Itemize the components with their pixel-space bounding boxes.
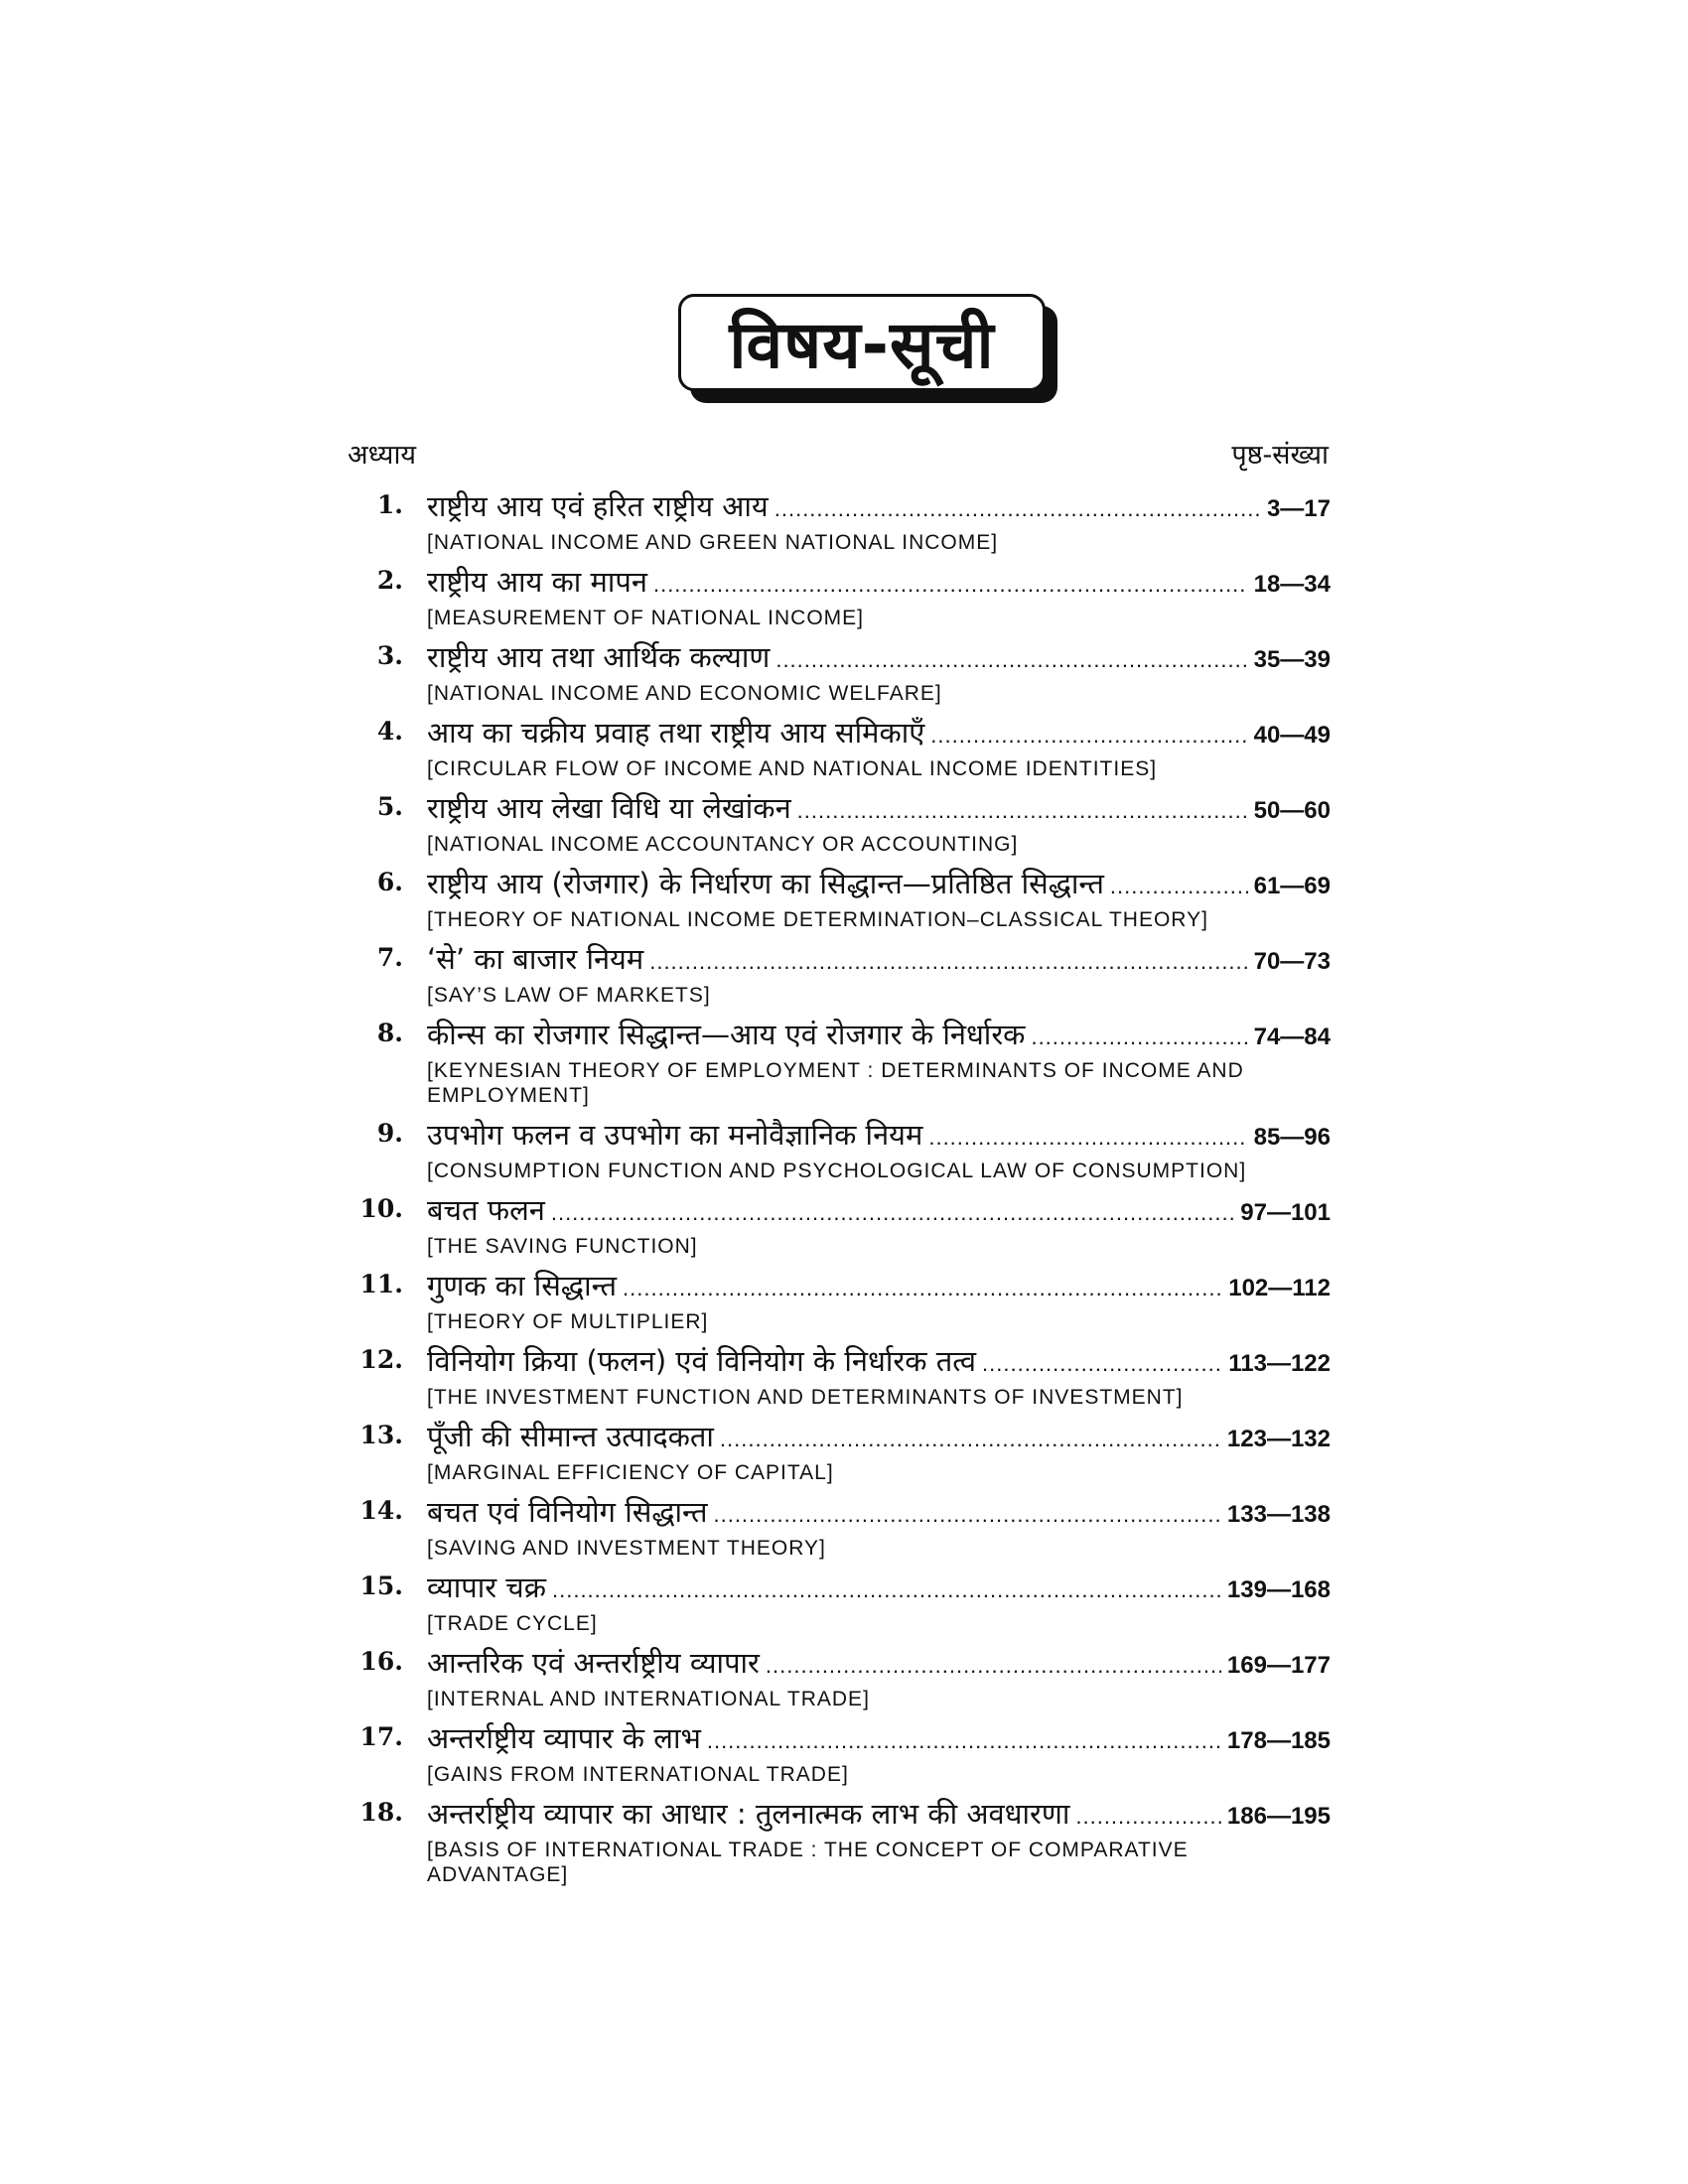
toc-entry bbox=[357, 1190, 1331, 1259]
chapter-title-hindi: अन्तर्राष्ट्रीय व्यापार के लाभ bbox=[427, 1721, 701, 1755]
toc-entry-line bbox=[427, 637, 1331, 679]
dot-leader bbox=[766, 1653, 1221, 1679]
chapter-number: 1. bbox=[376, 490, 403, 519]
chapter-title-hindi: गुणक का सिद्धान्त bbox=[427, 1269, 618, 1302]
toc-entry bbox=[357, 1266, 1331, 1334]
chapter-title-english: [THE INVESTMENT FUNCTION AND DETERMINANTS OF INVESTMENT] bbox=[427, 1386, 1184, 1409]
toc-entry bbox=[357, 1015, 1331, 1108]
chapter-number: 8. bbox=[376, 1019, 403, 1047]
chapter-title-english: [SAVING AND INVESTMENT THEORY] bbox=[427, 1537, 826, 1560]
page-range: 97—101 bbox=[1240, 1199, 1331, 1226]
chapter-number: 14. bbox=[359, 1496, 403, 1525]
chapter-title-hindi: राष्ट्रीय आय तथा आर्थिक कल्याण bbox=[427, 640, 771, 674]
chapter-number: 18. bbox=[359, 1798, 403, 1827]
dot-leader bbox=[1110, 874, 1248, 899]
chapter-title-english: [THE SAVING FUNCTION] bbox=[427, 1235, 698, 1258]
chapter-title-english: [GAINS FROM INTERNATIONAL TRADE] bbox=[427, 1763, 849, 1786]
page-range: 3—17 bbox=[1266, 495, 1331, 522]
page-range: 169—177 bbox=[1226, 1652, 1331, 1679]
toc-entry bbox=[357, 1794, 1331, 1887]
toc-entry bbox=[357, 1568, 1331, 1636]
toc-entry bbox=[357, 1417, 1331, 1485]
chapter-title-english: [TRADE CYCLE] bbox=[427, 1612, 598, 1635]
chapter-title-english: [THEORY OF NATIONAL INCOME DETERMINATION–CLASSICAL THEORY] bbox=[427, 908, 1208, 931]
chapter-title-hindi: आय का चक्रीय प्रवाह तथा राष्ट्रीय आय समिकाएँ bbox=[427, 716, 925, 750]
dot-leader bbox=[552, 1577, 1221, 1603]
page-range: 61—69 bbox=[1253, 873, 1331, 899]
toc-entry-line bbox=[427, 939, 1331, 981]
chapter-title-hindi: कीन्स का रोजगार सिद्धान्त—आय एवं रोजगार के निर्धारक bbox=[427, 1018, 1026, 1051]
chapter-number: 15. bbox=[359, 1571, 403, 1600]
toc-entry-line bbox=[427, 1190, 1331, 1232]
chapter-number: 16. bbox=[359, 1647, 403, 1676]
chapter-title-hindi: विनियोग क्रिया (फलन) एवं विनियोग के निर्धारक तत्व bbox=[427, 1344, 977, 1378]
dot-leader bbox=[1075, 1804, 1221, 1830]
dot-leader bbox=[623, 1276, 1222, 1301]
dot-leader bbox=[930, 723, 1247, 749]
toc-entry-line bbox=[427, 1492, 1331, 1534]
chapter-title-hindi: राष्ट्रीय आय एवं हरित राष्ट्रीय आय bbox=[427, 489, 769, 523]
toc-entry-line bbox=[427, 788, 1331, 830]
chapter-number: 10. bbox=[359, 1194, 403, 1223]
dot-leader bbox=[982, 1351, 1222, 1377]
chapter-title-english: [MARGINAL EFFICIENCY OF CAPITAL] bbox=[427, 1461, 834, 1484]
toc-entry bbox=[357, 1643, 1331, 1711]
page-range: 70—73 bbox=[1253, 948, 1331, 975]
page-range: 18—34 bbox=[1253, 571, 1331, 598]
toc-entry bbox=[357, 939, 1331, 1008]
chapter-title-hindi: अन्तर्राष्ट्रीय व्यापार का आधार : तुलनात्मक लाभ की अवधारणा bbox=[427, 1797, 1070, 1831]
chapter-number: 11. bbox=[359, 1270, 403, 1298]
chapter-title-hindi: उपभोग फलन व उपभोग का मनोवैज्ञानिक नियम bbox=[427, 1118, 923, 1152]
chapter-title-english: [BASIS OF INTERNATIONAL TRADE : THE CONCEPT OF COMPARATIVE ADVANTAGE] bbox=[427, 1839, 1189, 1886]
chapter-number: 17. bbox=[359, 1722, 403, 1751]
toc-entry-line bbox=[427, 1794, 1331, 1836]
chapter-number: 2. bbox=[376, 566, 403, 595]
dot-leader bbox=[713, 1502, 1220, 1528]
page-range: 178—185 bbox=[1226, 1727, 1331, 1754]
toc-entry-line bbox=[427, 1115, 1331, 1157]
page-range: 102—112 bbox=[1228, 1275, 1331, 1301]
page-range: 40—49 bbox=[1253, 722, 1331, 749]
page-title: विषय-सूची bbox=[678, 294, 1046, 391]
toc-entry bbox=[357, 713, 1331, 781]
chapter-title-english: [MEASUREMENT OF NATIONAL INCOME] bbox=[427, 607, 864, 629]
dot-leader bbox=[928, 1125, 1247, 1151]
toc-entry bbox=[357, 1115, 1331, 1183]
chapter-number: 9. bbox=[376, 1119, 403, 1148]
toc-entry-line bbox=[427, 1568, 1331, 1609]
toc-entry bbox=[357, 1718, 1331, 1787]
dot-leader bbox=[1031, 1024, 1247, 1050]
dot-leader bbox=[707, 1728, 1221, 1754]
chapter-column-header: अध्याय bbox=[348, 440, 417, 471]
dot-leader bbox=[775, 647, 1247, 673]
chapter-title-hindi: बचत फलन bbox=[427, 1193, 545, 1227]
dot-leader bbox=[797, 798, 1248, 824]
toc-entry bbox=[357, 637, 1331, 706]
chapter-number: 5. bbox=[376, 792, 403, 821]
chapter-title-hindi: राष्ट्रीय आय लेखा विधि या लेखांकन bbox=[427, 791, 791, 825]
page-range: 35—39 bbox=[1253, 646, 1331, 673]
chapter-title-english: [NATIONAL INCOME AND GREEN NATIONAL INCOME] bbox=[427, 531, 999, 554]
chapter-title-english: [INTERNAL AND INTERNATIONAL TRADE] bbox=[427, 1688, 870, 1710]
toc-entry-line bbox=[427, 713, 1331, 754]
chapter-number: 4. bbox=[376, 717, 403, 746]
chapter-title-hindi: पूँजी की सीमान्त उत्पादकता bbox=[427, 1420, 714, 1453]
page-title-box bbox=[678, 294, 1057, 403]
toc-entry-line bbox=[427, 1341, 1331, 1383]
chapter-number: 6. bbox=[376, 868, 403, 896]
toc-entry-line bbox=[427, 864, 1331, 905]
toc-entry-line bbox=[427, 1015, 1331, 1056]
page-range: 186—195 bbox=[1226, 1803, 1331, 1830]
chapter-title-hindi: राष्ट्रीय आय (रोजगार) के निर्धारण का सिद्धान्त—प्रतिष्ठित सिद्धान्त bbox=[427, 867, 1104, 900]
page-range: 133—138 bbox=[1226, 1501, 1331, 1528]
dot-leader bbox=[649, 949, 1247, 975]
toc-entry-line bbox=[427, 1643, 1331, 1685]
chapter-title-hindi: आन्तरिक एवं अन्तर्राष्ट्रीय व्यापार bbox=[427, 1646, 760, 1680]
chapter-title-hindi: बचत एवं विनियोग सिद्धान्त bbox=[427, 1495, 708, 1529]
toc-entry-line bbox=[427, 1266, 1331, 1307]
page-range: 113—122 bbox=[1228, 1350, 1331, 1377]
chapter-number: 3. bbox=[376, 641, 403, 670]
chapter-title-english: [CONSUMPTION FUNCTION AND PSYCHOLOGICAL LAW OF CONSUMPTION] bbox=[427, 1160, 1247, 1182]
chapter-number: 12. bbox=[359, 1345, 403, 1374]
toc-entry bbox=[357, 486, 1331, 555]
toc-entry bbox=[357, 788, 1331, 857]
toc-entry bbox=[357, 562, 1331, 630]
toc-entry bbox=[357, 1341, 1331, 1410]
toc-entry-line bbox=[427, 562, 1331, 604]
chapter-title-english: [SAY’S LAW OF MARKETS] bbox=[427, 984, 711, 1007]
chapter-title-english: [NATIONAL INCOME AND ECONOMIC WELFARE] bbox=[427, 682, 942, 705]
toc-entry-line bbox=[427, 486, 1331, 528]
page-range: 85—96 bbox=[1253, 1124, 1331, 1151]
dot-leader bbox=[653, 572, 1248, 598]
chapter-title-hindi: व्यापार चक्र bbox=[427, 1570, 546, 1604]
page-range: 139—168 bbox=[1226, 1576, 1331, 1603]
dot-leader bbox=[551, 1200, 1234, 1226]
page-range: 123—132 bbox=[1226, 1426, 1331, 1452]
toc-entry bbox=[357, 1492, 1331, 1561]
page-number-column-header: पृष्ठ-संख्या bbox=[1231, 440, 1329, 471]
chapter-number: 7. bbox=[376, 943, 403, 972]
chapter-title-hindi: राष्ट्रीय आय का मापन bbox=[427, 565, 647, 599]
toc-entry-line bbox=[427, 1718, 1331, 1760]
page-range: 74—84 bbox=[1253, 1024, 1331, 1050]
chapter-title-english: [THEORY OF MULTIPLIER] bbox=[427, 1310, 709, 1333]
toc-entry-line bbox=[427, 1417, 1331, 1458]
dot-leader bbox=[720, 1427, 1221, 1452]
table-of-contents bbox=[357, 486, 1331, 1894]
chapter-title-english: [NATIONAL INCOME ACCOUNTANCY OR ACCOUNTING] bbox=[427, 833, 1019, 856]
chapter-title-english: [KEYNESIAN THEORY OF EMPLOYMENT : DETERMINANTS OF INCOME AND EMPLOYMENT] bbox=[427, 1059, 1244, 1107]
chapter-number: 13. bbox=[359, 1421, 403, 1449]
toc-entry bbox=[357, 864, 1331, 932]
chapter-title-hindi: ‘से’ का बाजार नियम bbox=[427, 942, 644, 976]
chapter-title-english: [CIRCULAR FLOW OF INCOME AND NATIONAL INCOME IDENTITIES] bbox=[427, 757, 1158, 780]
dot-leader bbox=[774, 496, 1261, 522]
page-range: 50—60 bbox=[1253, 797, 1331, 824]
